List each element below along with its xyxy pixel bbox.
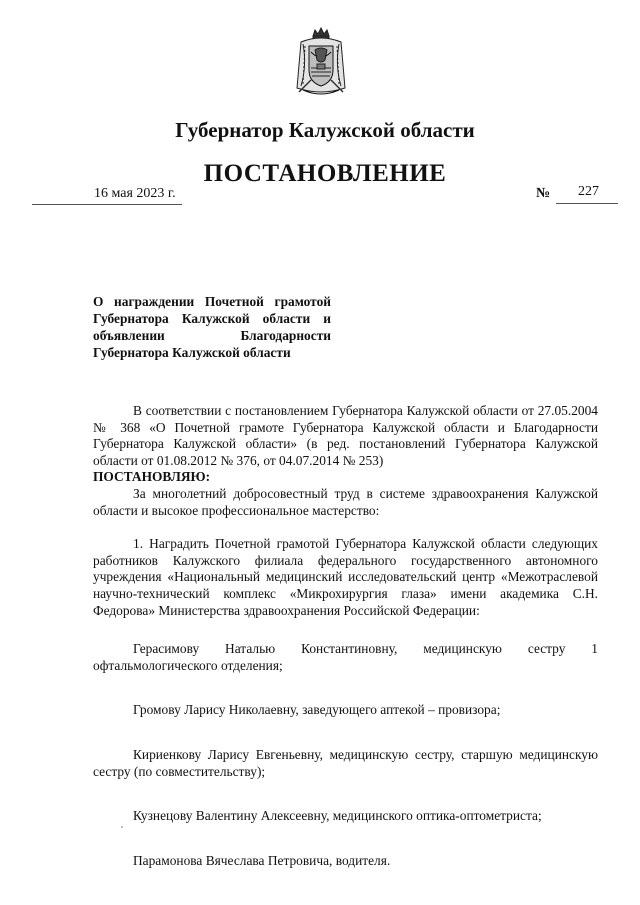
- awardee-entry: Громову Ларису Николаевну, заведующего аптекой – провизора;: [133, 702, 501, 718]
- award-item-1: 1. Наградить Почетной грамотой Губернатора Калужской области следующих работников Калужского филиала федерального государственного автономного учреждения «Национальный медицинский исследовательский центр «Межотраслевой научно-технический комплекс «Микрохирургия глаза» имени академика С.Н. Федорова» Министерства здравоохранения Российской Федерации:: [93, 536, 598, 618]
- awardee-entry: Кузнецову Валентину Алексеевну, медицинского оптика-оптометриста;: [133, 808, 542, 824]
- preamble-paragraph: В соответствии с постановлением Губернатора Калужской области от 27.05.2004 № 368 «О Почетной грамоте Губернатора Калужской области и Благодарности Губернатора Калужской области» (в ред. постановлений Губернатора Калужской области от 01.08.2012 № 376, от 04.07.2014 № 253): [93, 403, 598, 468]
- awardee-entry: Парамонова Вячеслава Петровича, водителя.: [133, 852, 391, 868]
- date-underline: [32, 203, 182, 205]
- scan-speck: [121, 826, 123, 828]
- number-label: №: [536, 186, 551, 201]
- document-body: [93, 403, 598, 869]
- decree-word: ПОСТАНОВЛЯЮ:: [93, 469, 211, 485]
- number-underline: [556, 203, 618, 204]
- issuing-authority: Губернатор Калужской области: [175, 118, 475, 142]
- document-number: 227: [578, 184, 599, 199]
- awardee-entry: Кириенкову Ларису Евгеньевну, медицинскую сестру, старшую медицинскую сестру (по совместительству);: [93, 746, 598, 779]
- reason-paragraph: За многолетний добросовестный труд в системе здравоохранения Калужской области и высокое профессиональное мастерство:: [93, 485, 598, 518]
- document-date: 16 мая 2023 г.: [94, 186, 176, 201]
- document-subject: О награждении Почетной грамотой Губернатора Калужской области и объявлении Благодарности Губернатора Калужской области: [93, 294, 331, 360]
- awardee-entry: Герасимову Наталью Константиновну, медицинскую сестру 1 офтальмологического отделения;: [93, 641, 598, 673]
- coat-of-arms-icon: [293, 26, 349, 98]
- document-type-title: ПОСТАНОВЛЕНИЕ: [203, 160, 447, 187]
